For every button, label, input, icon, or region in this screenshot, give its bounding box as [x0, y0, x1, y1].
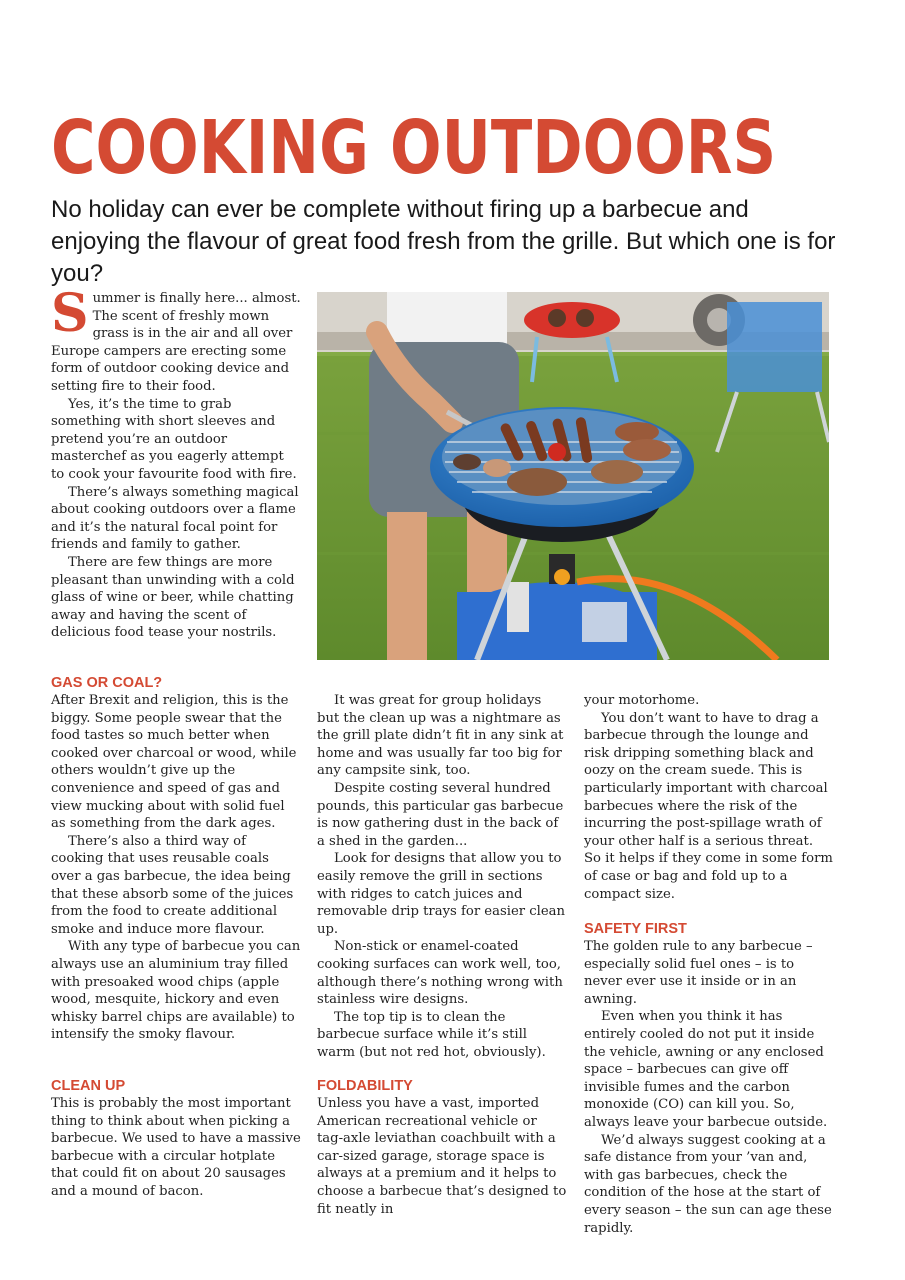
drop-cap: S	[51, 283, 89, 344]
column-2-paragraph-4: Non-stick or enamel-coated cooking surfaces can work well, too, although there’s nothing wrong with stainless wire designs.	[317, 939, 563, 1008]
heading-foldability: FOLDABILITY	[317, 1078, 413, 1094]
barbecue-photo	[317, 292, 829, 660]
intro-paragraph-4: There are few things are more pleasant than unwinding with a cold glass of wine or beer, while chatting away and having the scent of delicious food tease your nostrils.	[51, 554, 295, 641]
safety-first-paragraph-3: We’d always suggest cooking at a safe distance from your ’van and, with gas barbecues, check the condition of the hose at the start of every season – the sun can age these rapidly.	[584, 1132, 832, 1236]
column-1	[51, 674, 301, 1044]
column-2-paragraph-2: Despite costing several hundred pounds, this particular gas barbecue is now gathering dust in the back of a shed in the garden...	[317, 780, 564, 849]
safety-first-section	[584, 920, 834, 1237]
foldability-paragraph-1: Unless you have a vast, imported American recreational vehicle or tag-axle leviathan coachbuilt with a car-sized garage, storage space is always at a premium and it helps to choose a barbecue that’s designed to fit neatly in	[317, 1096, 567, 1217]
heading-clean-up: CLEAN UP	[51, 1078, 126, 1094]
gas-or-coal-paragraph-2: There’s also a third way of cooking that uses reusable coals over a gas barbecue, the idea being that these absorb some of the juices from the food to create additional smoke and induce more flavour.	[51, 833, 294, 937]
clean-up-paragraph-1: This is probably the most important thing to think about when picking a barbecue. We used to have a massive barbecue with a circular hotplate that could fit on about 20 sausages and a mound of bacon.	[51, 1096, 301, 1199]
column-2-paragraph-5: The top tip is to clean the barbecue surface while it’s still warm (but not red hot, obviously).	[317, 1009, 546, 1060]
gas-or-coal-paragraph-1: After Brexit and religion, this is the biggy. Some people swear that the food tastes so much better when cooked over charcoal or wood, while others wouldn’t give up the convenience and speed of gas and view mucking about with solid fuel as something from the dark ages.	[51, 693, 297, 832]
intro-paragraph-1-text: ummer is finally here... almost. The scent of freshly mown grass is in the air and all over Europe campers are erecting some form of outdoor cooking device and setting fire to their food.	[51, 291, 301, 394]
heading-safety-first: SAFETY FIRST	[584, 921, 687, 937]
intro-paragraph-3: There’s always something magical about cooking outdoors over a flame and it’s the natural focal point for friends and family to gather.	[51, 484, 299, 553]
column-3-paragraph-1: your motorhome.	[584, 693, 700, 708]
column-2-paragraph-1: It was great for group holidays but the clean up was a nightmare as the grill plate didn’t fit in any sink at home and was usually far too big for any campsite sink, too.	[317, 693, 564, 779]
intro-paragraph-2: Yes, it’s the time to grab something with short sleeves and pretend you’re an outdoor masterchef as you eagerly attempt to cook your favourite food with fire.	[51, 396, 297, 482]
column-3	[584, 692, 834, 903]
column-2-paragraph-3: Look for designs that allow you to easily remove the grill in sections with ridges to catch juices and removable drip trays for easier clean up.	[317, 851, 566, 937]
column-2	[317, 692, 567, 1061]
safety-first-paragraph-1: The golden rule to any barbecue – especially solid fuel ones – is to never ever use it inside or in an awning.	[584, 939, 813, 1007]
gas-or-coal-paragraph-3: With any type of barbecue you can always use an aluminium tray filled with presoaked wood chips (apple wood, mesquite, hickory and even whisky barrel chips are available) to intensify the smoky flavour.	[51, 939, 301, 1043]
foldability-section	[317, 1077, 567, 1218]
standfirst: No holiday can ever be complete without firing up a barbecue and enjoying the flavour of great food fresh from the grille. But which one is for you?	[51, 196, 836, 287]
intro-paragraph-1	[51, 283, 301, 396]
intro-column	[51, 283, 301, 642]
safety-first-paragraph-2: Even when you think it has entirely cooled do not put it inside the vehicle, awning or any enclosed space – barbecues can give off invisible fumes and the carbon monoxide (CO) can kill you. So, always leave your barbecue outside.	[584, 1009, 828, 1130]
column-3-paragraph-2: You don’t want to have to drag a barbecue through the lounge and risk dripping something black and oozy on the cream suede. This is particularly important with charcoal barbecues where the risk of the incurring the post-spillage wrath of your other half is a serious threat. So it helps if they come in some form of case or bag and fold up to a compact size.	[584, 710, 833, 902]
clean-up-section	[51, 1077, 301, 1201]
page-title: COOKING OUTDOORS	[51, 105, 777, 191]
heading-gas-or-coal: GAS OR COAL?	[51, 675, 163, 691]
